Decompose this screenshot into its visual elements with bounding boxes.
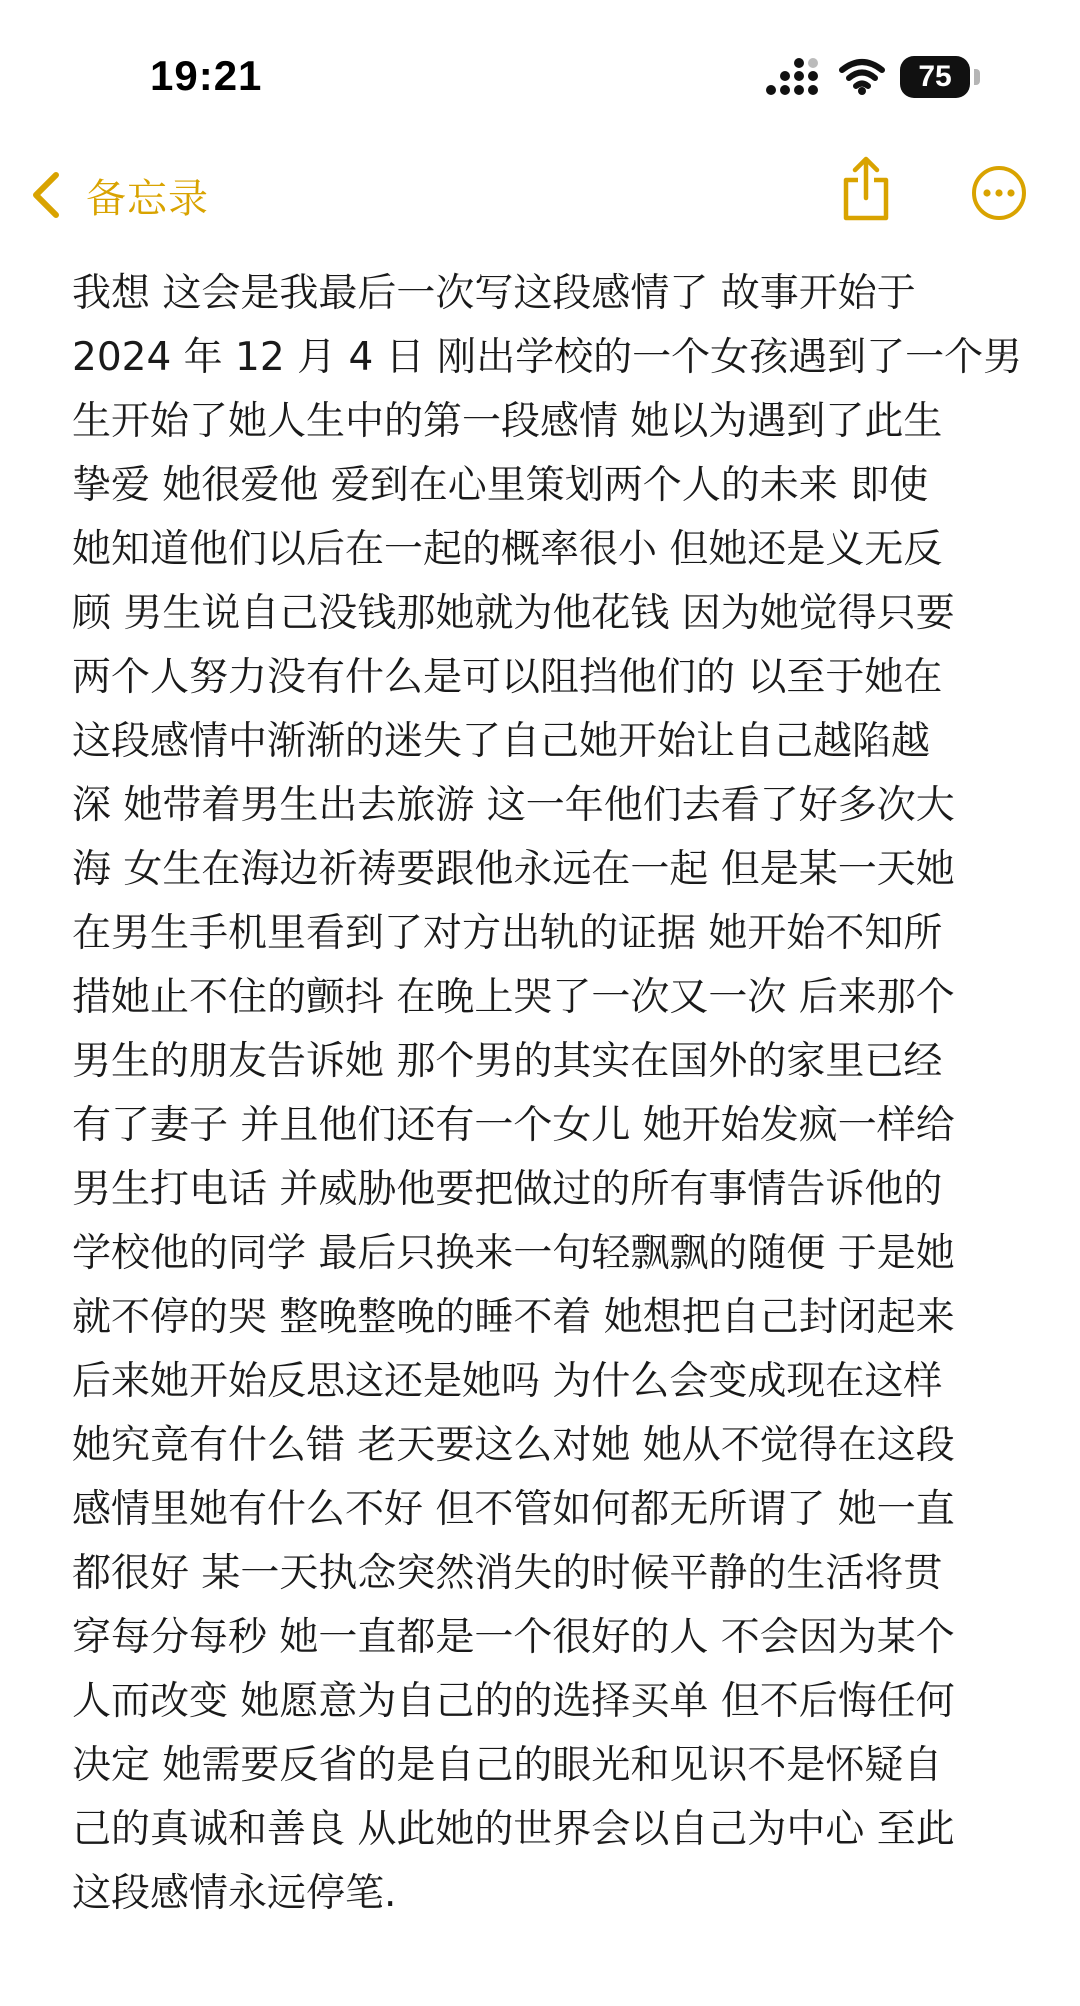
note-text-line: 她知道他们以后在一起的概率很小 但她还是义无反 (72, 527, 943, 572)
note-text-line: 我想 这会是我最后一次写这段感情了 故事开始于 (72, 271, 916, 316)
status-time: 19:21 (150, 52, 263, 99)
note-text-line: 男生打电话 并威胁他要把做过的所有事情告诉他的 (72, 1167, 943, 1212)
note-text-line: 人而改变 她愿意为自己的的选择买单 但不后悔任何 (72, 1679, 955, 1724)
cellular-signal-icon (765, 58, 821, 98)
status-bar (0, 0, 1080, 150)
note-text-line: 两个人努力没有什么是可以阻挡他们的 以至于她在 (72, 655, 943, 700)
chevron-left-icon (28, 169, 64, 221)
share-icon[interactable] (838, 154, 894, 224)
note-text-line: 她究竟有什么错 老天要这么对她 她从不觉得在这段 (72, 1423, 955, 1468)
battery-level: 75 (900, 56, 970, 98)
note-text-line: 在男生手机里看到了对方出轨的证据 她开始不知所 (72, 911, 943, 956)
note-text-line: 2024 年 12 月 4 日 刚出学校的一个女孩遇到了一个男 (72, 335, 1023, 380)
back-button[interactable] (28, 160, 209, 230)
wifi-icon (838, 56, 886, 96)
note-text-line: 有了妻子 并且他们还有一个女儿 她开始发疯一样给 (72, 1103, 955, 1148)
note-text-line: 这段感情中渐渐的迷失了自己她开始让自己越陷越 (72, 719, 931, 764)
battery-tip (974, 69, 980, 85)
note-text-line: 穿每分每秒 她一直都是一个很好的人 不会因为某个 (72, 1615, 955, 1660)
note-text-line: 男生的朋友告诉她 那个男的其实在国外的家里已经 (72, 1039, 943, 1084)
note-text-line: 感情里她有什么不好 但不管如何都无所谓了 她一直 (72, 1487, 955, 1532)
note-text-line: 己的真诚和善良 从此她的世界会以自己为中心 至此 (72, 1807, 955, 1852)
note-body[interactable] (72, 262, 1022, 1926)
more-icon[interactable] (970, 164, 1028, 222)
battery-icon (900, 56, 982, 98)
note-text-line: 顾 男生说自己没钱那她就为他花钱 因为她觉得只要 (72, 591, 955, 636)
note-text-line: 就不停的哭 整晚整晚的睡不着 她想把自己封闭起来 (72, 1295, 955, 1340)
note-text-line: 挚爱 她很爱他 爱到在心里策划两个人的未来 即使 (72, 463, 929, 508)
note-text-line: 后来她开始反思这还是她吗 为什么会变成现在这样 (72, 1359, 943, 1404)
note-text-line: 深 她带着男生出去旅游 这一年他们去看了好多次大 (72, 783, 955, 828)
note-text-line: 措她止不住的颤抖 在晚上哭了一次又一次 后来那个 (72, 975, 955, 1020)
note-text-line: 学校他的同学 最后只换来一句轻飘飘的随便 于是她 (72, 1231, 955, 1276)
note-text-line: 生开始了她人生中的第一段感情 她以为遇到了此生 (72, 399, 943, 444)
note-text-line: 这段感情永远停笔. (72, 1871, 397, 1916)
note-text-line: 都很好 某一天执念突然消失的时候平静的生活将贯 (72, 1551, 943, 1596)
back-button-label: 备忘录 (86, 175, 209, 222)
note-text-line: 决定 她需要反省的是自己的眼光和见识不是怀疑自 (72, 1743, 943, 1788)
note-text-line: 海 女生在海边祈祷要跟他永远在一起 但是某一天她 (72, 847, 955, 892)
nav-bar (0, 150, 1080, 240)
